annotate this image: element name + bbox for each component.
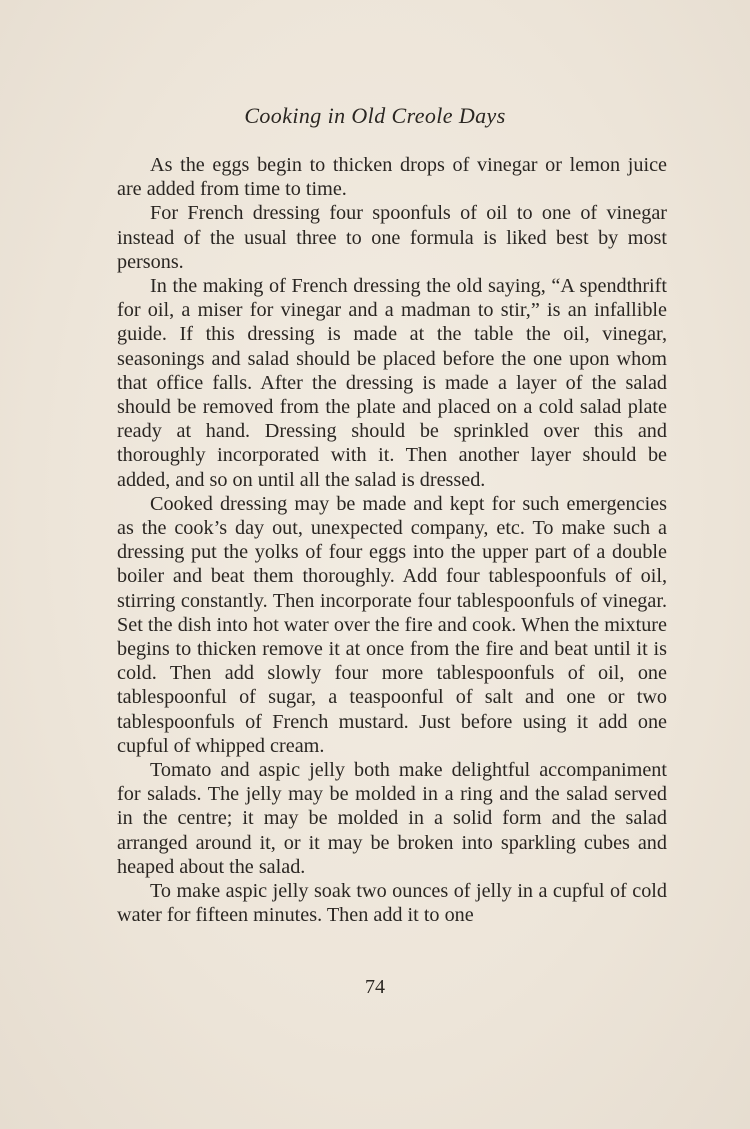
paragraph: Cooked dressing may be made and kept for such emergencies as the cook’s day out, unexpected company, etc. To make such a dressing put the yolks of four eggs into the upper part of a double boiler and beat them thoroughly. Add four tablespoonfuls of oil, stirring constantly. Then incorporate four tablespoonfuls of vinegar. Set the dish into hot water over the fire and cook. When the mixture begins to thicken remove it at once from the fire and beat until it is cold. Then add slowly four more tablespoonfuls of oil, one tablespoonful of sugar, a teaspoonful of salt and one or two tablespoonfuls of French mustard. Just before using it add one cupful of whipped cream. [117,492,667,757]
paragraph: To make aspic jelly soak two ounces of jelly in a cupful of cold water for fifteen minutes. Then add it to one [117,880,667,927]
page-number: 74 [365,976,385,998]
paragraph: Tomato and aspic jelly both make delightful accompaniment for salads. The jelly may be molded in a ring and the salad served in the centre; it may be molded in a solid form and the salad arranged around it, or it may be broken into sparkling cubes and heaped about the salad. [117,759,667,878]
running-head: Cooking in Old Creole Days [244,103,506,128]
body-text [117,153,667,928]
paragraph: As the eggs begin to thicken drops of vinegar or lemon juice are added from time to time. [117,154,667,201]
paragraph: For French dressing four spoonfuls of oil to one of vinegar instead of the usual three to one formula is liked best by most persons. [117,202,667,273]
paragraph: In the making of French dressing the old saying, “A spendthrift for oil, a miser for vinegar and a madman to stir,” is an infallible guide. If this dressing is made at the table the oil, vinegar, seasonings and salad should be placed before the one upon whom that office falls. After the dressing is made a layer of the salad should be removed from the plate and placed on a cold salad plate ready at hand. Dressing should be sprinkled over this and thoroughly incorporated with it. Then another layer should be added, and so on until all the salad is dressed. [117,275,667,491]
